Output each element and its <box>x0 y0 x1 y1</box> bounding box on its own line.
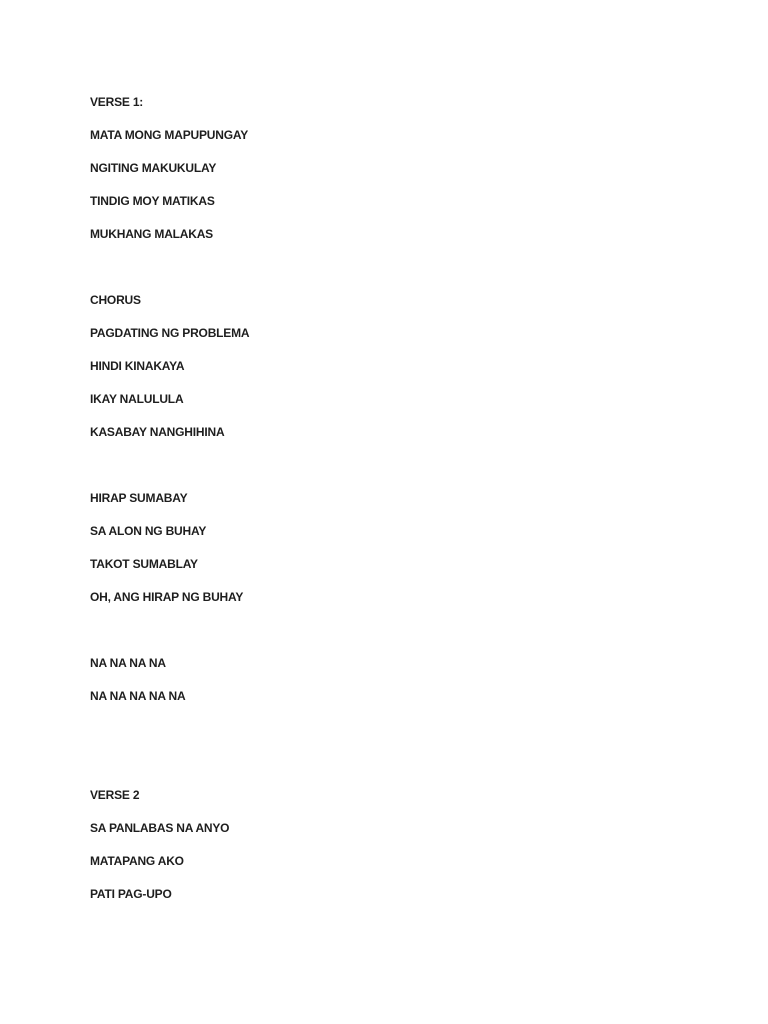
lyric-line: OH, ANG HIRAP NG BUHAY <box>90 590 244 604</box>
lyric-line: PAGDATING NG PROBLEMA <box>90 326 250 340</box>
lyric-line: HINDI KINAKAYA <box>90 359 185 373</box>
lyric-line: NA NA NA NA NA <box>90 689 186 703</box>
lyric-line: NGITING MAKUKULAY <box>90 161 217 175</box>
lyric-line: MUKHANG MALAKAS <box>90 227 213 241</box>
blank-line <box>90 753 690 786</box>
lyric-line: HIRAP SUMABAY <box>90 491 188 505</box>
lyric-line: PATI PAG-UPO <box>90 887 172 901</box>
section-heading: VERSE 2 <box>90 788 140 802</box>
blank-line <box>90 456 690 489</box>
lyric-line: IKAY NALULULA <box>90 392 184 406</box>
lyric-line: SA ALON NG BUHAY <box>90 524 207 538</box>
lyric-line: KASABAY NANGHIHINA <box>90 425 225 439</box>
blank-line <box>90 258 690 291</box>
blank-line <box>90 621 690 654</box>
lyric-line: SA PANLABAS NA ANYO <box>90 821 230 835</box>
lyric-line: TINDIG MOY MATIKAS <box>90 194 215 208</box>
section-heading: CHORUS <box>90 293 141 307</box>
lyric-line: MATA MONG MAPUPUNGAY <box>90 128 249 142</box>
blank-line <box>90 720 690 753</box>
lyrics-body <box>90 93 690 918</box>
lyric-line: MATAPANG AKO <box>90 854 184 868</box>
section-heading: VERSE 1: <box>90 95 144 109</box>
lyric-line: NA NA NA NA <box>90 656 166 670</box>
lyric-line: TAKOT SUMABLAY <box>90 557 198 571</box>
